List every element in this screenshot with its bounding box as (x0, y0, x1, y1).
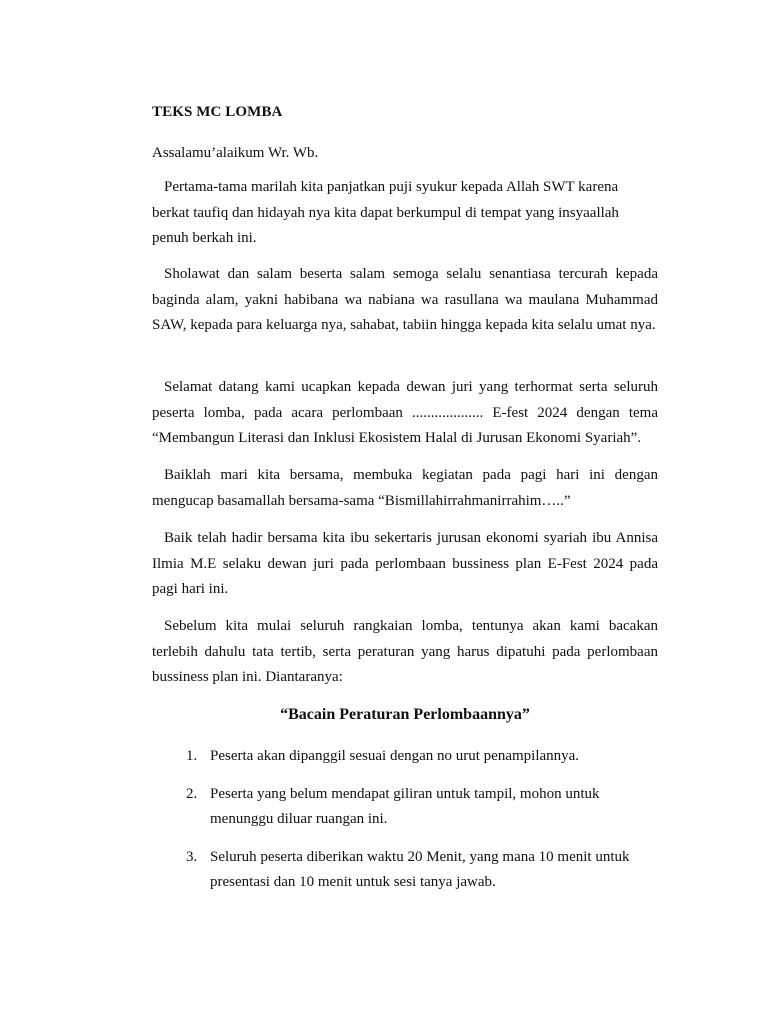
rule-item (152, 845, 658, 896)
rule-text: Peserta akan dipanggil sesuai dengan no urut penampilannya. (210, 748, 580, 764)
paragraph-rules-intro: Sebelum kita mulai seluruh rangkaian lomba, tentunya akan kami bacakan terlebih dahulu tata tertib, serta peraturan yang harus dipatuhi pada perlombaan bussiness plan ini. Diantaranya: (152, 618, 658, 686)
rule-number: 1. (186, 748, 198, 764)
rule-item (152, 744, 658, 770)
document-title: TEKS MC LOMBA (152, 104, 283, 120)
paragraph-sholawat: Sholawat dan salam beserta salam semoga selalu senantiasa tercurah kepada baginda alam, yakni habibana wa nabiana wa rasullana wa maulana Muhammad SAW, kepada para keluarga nya, sahabat, tabiin hingga kepada kita selalu umat nya. (152, 266, 658, 334)
rule-item (152, 782, 658, 833)
rule-text: Peserta yang belum mendapat giliran untuk tampil, mohon untuk menunggu diluar ruangan ini. (210, 785, 600, 828)
greeting: Assalamu’alaikum Wr. Wb. (152, 145, 319, 161)
paragraph-opening-prayer: Baiklah mari kita bersama, membuka kegiatan pada pagi hari ini dengan mengucap basamallah bersama-sama “Bismillahirrahmanirrahim…..” (152, 467, 658, 509)
paragraph-welcome: Selamat datang kami ucapkan kepada dewan juri yang terhormat serta seluruh peserta lomba, pada acara perlombaan ................... E-fest 2024 dengan tema “Membangun Literasi dan Inklusi Ekosistem Halal di Jurusan Ekonomi Syariah”. (152, 379, 658, 447)
rules-heading: “Bacain Peraturan Perlombaannya” (280, 706, 530, 723)
rule-number: 2. (186, 785, 198, 802)
paragraph-opening: Pertama-tama marilah kita panjatkan puji syukur kepada Allah SWT karena berkat taufiq dan hidayah nya kita dapat berkumpul di tempat yang insyaallah penuh berkah ini. (152, 179, 619, 247)
rule-number: 3. (186, 848, 198, 865)
paragraph-jury-introduction: Baik telah hadir bersama kita ibu sekertaris jurusan ekonomi syariah ibu Annisa Ilmia M.E selaku dewan juri pada perlombaan bussiness plan E-Fest 2024 pada pagi hari ini. (152, 530, 658, 598)
rules-list (152, 744, 658, 908)
rule-text: Seluruh peserta diberikan waktu 20 Menit, yang mana 10 menit untuk presentasi dan 10 menit untuk sesi tanya jawab. (210, 848, 630, 891)
